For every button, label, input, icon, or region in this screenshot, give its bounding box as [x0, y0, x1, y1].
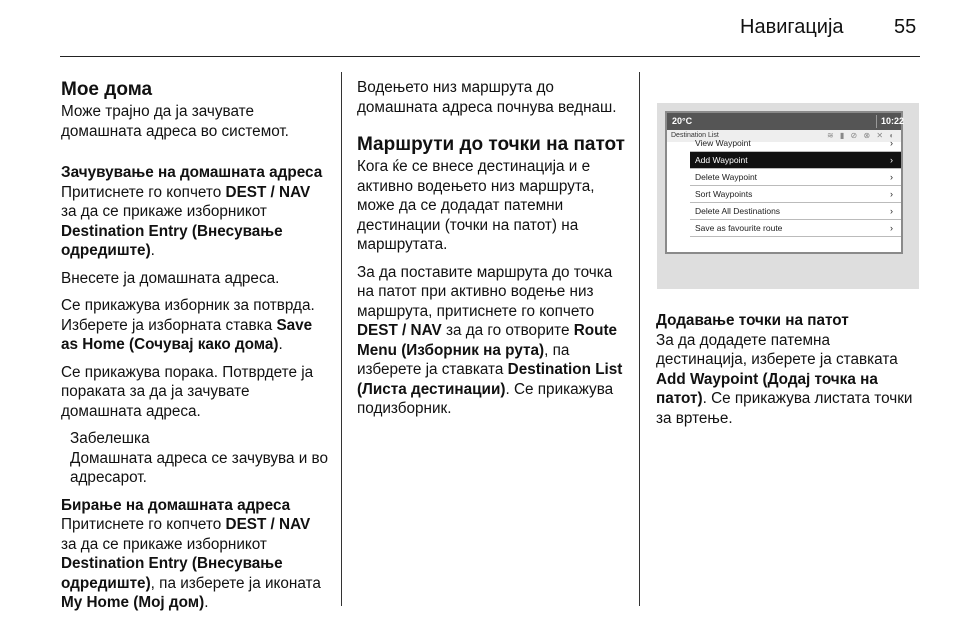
paragraph-save-steps: Притиснете го копчето DEST / NAV за да се прикаже изборникот Destination Entry (Внесување одредиште).: [61, 183, 311, 259]
chevron-right-icon: ›: [890, 223, 893, 233]
note-title: Забелешка: [70, 430, 150, 447]
chevron-right-icon: ›: [890, 189, 893, 199]
menu-row-save-as-favourite-route[interactable]: [690, 220, 901, 237]
menu-row-sort-waypoints[interactable]: [690, 186, 901, 203]
paragraph-intro: Може трајно да ја зачувате домашната адреса во системот.: [61, 103, 289, 140]
heading-waypoint-routes: Маршрути до точки на патот: [357, 134, 625, 155]
paragraph-add-waypoint: За да додадете патемна дестинација, изберете ја ставката Add Waypoint (Додај точка на патот). Се прикажува листата точки за вртење.: [656, 331, 913, 427]
note-text: Домашната адреса се зачувува и во адресарот.: [70, 449, 329, 486]
column-1: [61, 78, 329, 621]
column-2: [357, 78, 625, 427]
menu-row-delete-all-destinations[interactable]: [690, 203, 901, 220]
column-divider-1: [341, 72, 342, 606]
heading-select-home: Бирање на домашната адреса: [61, 496, 291, 514]
paragraph-enter-address: Внесете ја домашната адреса.: [61, 269, 280, 287]
menu-row-add-waypoint[interactable]: [690, 152, 901, 169]
note-box: [61, 429, 329, 488]
menu-row-label: View Waypoint: [695, 138, 751, 148]
paragraph-confirm-menu: Се прикажува изборник за потврда. Изберете ја изборната ставка Save as Home (Сочувај како дома).: [61, 297, 315, 353]
page-number: 55: [894, 16, 917, 38]
menu-row-view-waypoint[interactable]: [690, 135, 901, 152]
temperature-readout: 20°C: [672, 116, 693, 126]
header-rule: [60, 56, 920, 57]
column-3: [656, 311, 920, 436]
paragraph-waypoints-intro: Кога ќе се внесе дестинација и е активно водењето низ маршрута, може да се додадат патемни дестинации (точки на патот) на маршрутата.: [357, 158, 595, 253]
heading-add-waypoints: Додавање точки на патот: [656, 312, 849, 329]
menu-row-label: Sort Waypoints: [695, 189, 753, 199]
status-bar: [667, 113, 905, 130]
chevron-right-icon: ›: [890, 206, 893, 216]
heading-save-home: Зачувување на домашната адреса: [61, 164, 323, 181]
menu-row-label: Delete Waypoint: [695, 172, 758, 182]
menu-row-label: Add Waypoint: [695, 155, 748, 165]
menu-row-label: Save as favourite route: [695, 223, 783, 233]
menu-row-label: Delete All Destinations: [695, 206, 781, 216]
page-header: [0, 16, 960, 50]
paragraph-confirm-message: Се прикажува порака. Потврдете ја пораката за да ја зачувате домашната адреса.: [61, 363, 314, 420]
menu-title: Destination List: [671, 132, 719, 139]
paragraph-guidance-starts: Водењето низ маршрута до домашната адреса почнува веднаш.: [357, 79, 617, 116]
column-divider-2: [639, 72, 640, 606]
destination-list-screenshot: [657, 103, 919, 289]
waypoint-menu-list: [690, 135, 901, 237]
status-icons: ≋ ▮ ⊘ ⊗ ✕ ◐: [827, 131, 897, 140]
menu-row-delete-waypoint[interactable]: [690, 169, 901, 186]
chevron-right-icon: ›: [890, 172, 893, 182]
paragraph-select-steps: Притиснете го копчето DEST / NAV за да се прикаже изборникот Destination Entry (Внесување одредиште), па изберете ја иконата My Home (Мој дом).: [61, 516, 321, 611]
section-title: Навигација: [740, 16, 844, 38]
chevron-right-icon: ›: [890, 138, 893, 148]
heading-my-home: Мое дома: [61, 79, 153, 100]
paragraph-waypoint-steps: За да поставите маршрута до точка на патот при активно водење низ маршрута, притиснете го копчето DEST / NAV за да го отворите Route Menu (Изборник на рута), па изберете ја ставката Destination List (Листа дестинации). Се прикажува подизборник.: [357, 263, 623, 417]
status-divider: [876, 115, 877, 128]
clock-readout: 10:22: [881, 116, 905, 126]
chevron-right-icon: ›: [890, 155, 893, 165]
